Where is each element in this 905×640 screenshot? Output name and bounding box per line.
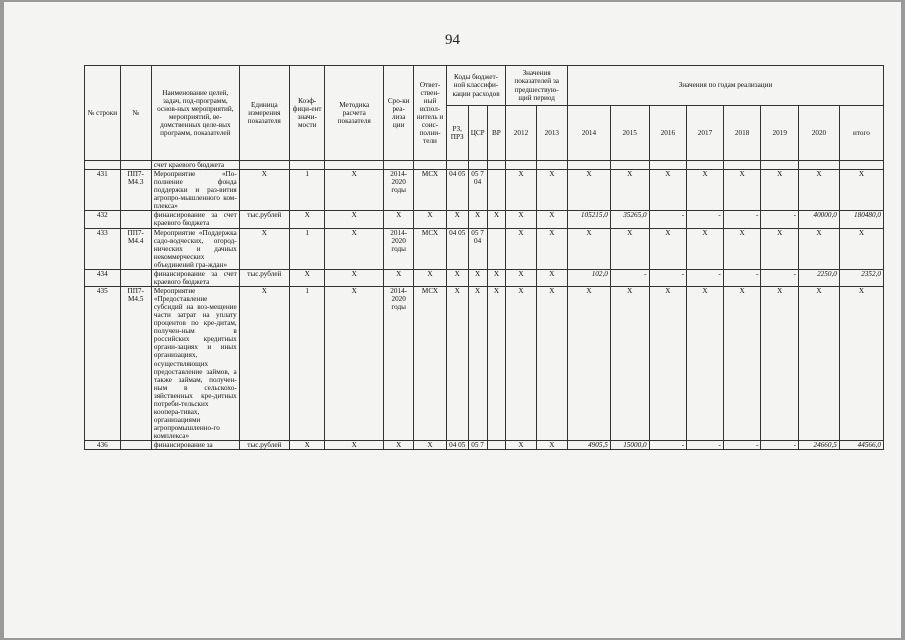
row-terms: 2014-2020 годы: [384, 170, 414, 211]
row-code-vr: [487, 441, 506, 450]
row-code-vr: [487, 161, 506, 170]
row-method: Х: [325, 286, 384, 440]
row-coefficient: 1: [289, 170, 325, 211]
header-unit: Единица измерения показателя: [239, 66, 289, 161]
header-terms: Сро-ки реа-лиза ции: [384, 66, 414, 161]
row-number: 436: [85, 441, 121, 450]
header-year-2020: 2020: [799, 106, 840, 161]
header-year-2013: 2013: [536, 106, 567, 161]
row-terms: 2014-2020 годы: [384, 286, 414, 440]
row-code-rz: Х: [446, 211, 468, 228]
row-value-2013: Х: [536, 170, 567, 211]
row-value-2017: -: [687, 211, 724, 228]
row-terms: [384, 161, 414, 170]
row-number: 433: [85, 228, 121, 269]
row-executor: [414, 161, 446, 170]
page-number: 94: [445, 32, 460, 48]
row-value-2014: 4905,5: [568, 441, 611, 450]
row-name: финансирование за счет краевого бюджета: [151, 211, 239, 228]
header-budget-codes: Коды бюджет-ной классифи-кации расходов: [446, 66, 506, 106]
row-value-total: [839, 161, 883, 170]
row-value-total: Х: [839, 286, 883, 440]
row-executor: МСХ: [414, 170, 446, 211]
header-year-2017: 2017: [687, 106, 724, 161]
row-value-2012: Х: [506, 170, 536, 211]
row-value-total: 2352,0: [839, 269, 883, 286]
row-value-2017: Х: [687, 228, 724, 269]
header-code-rz: РЗ, ПРЗ: [446, 106, 468, 161]
table-body: [85, 161, 884, 450]
row-value-2019: -: [761, 211, 799, 228]
row-unit: тыс.рублей: [239, 211, 289, 228]
row-name: финансирование за счет краевого бюджета: [151, 269, 239, 286]
row-value-2020: 40000,0: [799, 211, 840, 228]
row-code-csr: 05 7 04: [468, 228, 487, 269]
row-value-2015: 35265,0: [610, 211, 649, 228]
row-value-2018: Х: [723, 228, 761, 269]
row-code-csr: 05 7 04: [468, 170, 487, 211]
row-value-2015: -: [610, 269, 649, 286]
row-method: Х: [325, 441, 384, 450]
header-code-csr: ЦСР: [468, 106, 487, 161]
header-number: №: [120, 66, 151, 161]
row-value-2016: -: [649, 269, 687, 286]
row-value-2012: Х: [506, 269, 536, 286]
row-value-2016: -: [649, 441, 687, 450]
row-value-2014: Х: [568, 228, 611, 269]
row-value-2013: Х: [536, 211, 567, 228]
row-value-2012: Х: [506, 211, 536, 228]
row-code-rz: 04 05: [446, 441, 468, 450]
row-coefficient: 1: [289, 228, 325, 269]
row-value-2013: Х: [536, 286, 567, 440]
row-code: [120, 211, 151, 228]
row-code: ПП7-М4.5: [120, 286, 151, 440]
row-method: Х: [325, 170, 384, 211]
row-code: [120, 441, 151, 450]
row-number: 431: [85, 170, 121, 211]
row-value-2018: -: [723, 211, 761, 228]
row-value-2016: Х: [649, 170, 687, 211]
row-value-2015: Х: [610, 170, 649, 211]
row-value-total: Х: [839, 170, 883, 211]
row-coefficient: Х: [289, 269, 325, 286]
row-code-rz: [446, 161, 468, 170]
row-value-2020: 24660,5: [799, 441, 840, 450]
row-value-2014: 102,0: [568, 269, 611, 286]
row-unit: тыс.рублей: [239, 441, 289, 450]
row-value-2012: Х: [506, 441, 536, 450]
row-method: Х: [325, 211, 384, 228]
row-value-2019: Х: [761, 228, 799, 269]
header-method: Методика расчета показателя: [325, 66, 384, 161]
row-value-2020: [799, 161, 840, 170]
row-code-csr: Х: [468, 211, 487, 228]
row-value-2013: [536, 161, 567, 170]
row-value-2016: -: [649, 211, 687, 228]
row-value-2019: Х: [761, 170, 799, 211]
row-value-2012: Х: [506, 228, 536, 269]
row-executor: Х: [414, 269, 446, 286]
row-number: 435: [85, 286, 121, 440]
row-code-csr: [468, 161, 487, 170]
table-header: [85, 66, 884, 161]
table-row: [85, 211, 884, 228]
header-year-2012: 2012: [506, 106, 536, 161]
row-number: 434: [85, 269, 121, 286]
row-method: Х: [325, 228, 384, 269]
row-number: 432: [85, 211, 121, 228]
row-executor: МСХ: [414, 286, 446, 440]
row-value-total: Х: [839, 228, 883, 269]
row-coefficient: Х: [289, 441, 325, 450]
row-value-2015: Х: [610, 228, 649, 269]
row-value-2013: Х: [536, 269, 567, 286]
header-code-vr: ВР: [487, 106, 506, 161]
row-value-total: 180480,0: [839, 211, 883, 228]
table-row: [85, 441, 884, 450]
header-year-2016: 2016: [649, 106, 687, 161]
row-value-2018: Х: [723, 286, 761, 440]
row-executor: Х: [414, 211, 446, 228]
row-value-2017: -: [687, 269, 724, 286]
row-value-2017: [687, 161, 724, 170]
header-year-2015: 2015: [610, 106, 649, 161]
row-value-2013: Х: [536, 228, 567, 269]
row-coefficient: [289, 161, 325, 170]
table-row: [85, 269, 884, 286]
row-code-vr: Х: [487, 286, 506, 440]
row-name: Мероприятие «По-полнение фонда поддержки и раз-вития агропро-мышленного ком-плекса»: [151, 170, 239, 211]
header-row-number: № строки: [85, 66, 121, 161]
header-previous-period: Значения показателей за предшествую-щий период: [506, 66, 568, 106]
row-name: финансирование за: [151, 441, 239, 450]
header-coefficient: Коэф-фици-ент значи-мости: [289, 66, 325, 161]
table-row: [85, 228, 884, 269]
row-unit: Х: [239, 286, 289, 440]
row-code-rz: 04 05: [446, 228, 468, 269]
row-code-vr: [487, 228, 506, 269]
row-value-2014: 105215,0: [568, 211, 611, 228]
row-code-rz: Х: [446, 269, 468, 286]
row-unit: [239, 161, 289, 170]
row-value-2020: Х: [799, 228, 840, 269]
row-value-2017: Х: [687, 286, 724, 440]
row-executor: МСХ: [414, 228, 446, 269]
row-code-vr: Х: [487, 269, 506, 286]
row-name: счет краевого бюджета: [151, 161, 239, 170]
row-coefficient: 1: [289, 286, 325, 440]
row-value-2018: -: [723, 269, 761, 286]
row-value-2012: [506, 161, 536, 170]
row-code-vr: [487, 170, 506, 211]
row-value-2013: Х: [536, 441, 567, 450]
row-value-2015: Х: [610, 286, 649, 440]
row-code: [120, 161, 151, 170]
header-name: Наименование целей, задач, под-программ, основ-ных мероприятий, мероприятий, ве-домственных целе-вых программ, показателей: [151, 66, 239, 161]
row-code: ПП7-М4.3: [120, 170, 151, 211]
header-executor: Ответ-ствен-ный испол-нитель и соис-полни-тели: [414, 66, 446, 161]
row-code: [120, 269, 151, 286]
row-value-2016: Х: [649, 228, 687, 269]
header-year-2019: 2019: [761, 106, 799, 161]
header-total: итого: [839, 106, 883, 161]
row-value-2015: [610, 161, 649, 170]
header-years-title: Значения по годам реализации: [568, 66, 884, 106]
row-value-2019: -: [761, 441, 799, 450]
row-code-csr: Х: [468, 286, 487, 440]
row-value-2020: Х: [799, 286, 840, 440]
row-coefficient: Х: [289, 211, 325, 228]
row-value-2014: Х: [568, 170, 611, 211]
row-value-2012: Х: [506, 286, 536, 440]
row-value-2018: -: [723, 441, 761, 450]
row-value-2015: 15000,0: [610, 441, 649, 450]
row-value-2019: -: [761, 269, 799, 286]
row-value-total: 44566,0: [839, 441, 883, 450]
row-name: Мероприятие «Поддержка садо-водческих, огород-нических и дачных некоммерческих объединений гра-ждан»: [151, 228, 239, 269]
row-unit: тыс.рублей: [239, 269, 289, 286]
row-unit: Х: [239, 170, 289, 211]
row-code-rz: Х: [446, 286, 468, 440]
row-code: ПП7-М4.4: [120, 228, 151, 269]
row-terms: 2014-2020 годы: [384, 228, 414, 269]
document-page: [4, 2, 901, 638]
row-value-2017: -: [687, 441, 724, 450]
row-value-2014: [568, 161, 611, 170]
row-code-csr: Х: [468, 269, 487, 286]
row-executor: Х: [414, 441, 446, 450]
row-value-2020: Х: [799, 170, 840, 211]
row-value-2019: [761, 161, 799, 170]
table-row: [85, 170, 884, 211]
row-value-2018: Х: [723, 170, 761, 211]
row-value-2016: Х: [649, 286, 687, 440]
header-year-2018: 2018: [723, 106, 761, 161]
row-value-2014: Х: [568, 286, 611, 440]
row-number: [85, 161, 121, 170]
row-code-csr: 05 7: [468, 441, 487, 450]
row-unit: Х: [239, 228, 289, 269]
row-terms: Х: [384, 269, 414, 286]
row-value-2020: 2250,0: [799, 269, 840, 286]
row-terms: Х: [384, 441, 414, 450]
row-method: Х: [325, 269, 384, 286]
table-row: [85, 286, 884, 440]
table-row: [85, 161, 884, 170]
header-year-2014: 2014: [568, 106, 611, 161]
row-method: [325, 161, 384, 170]
row-value-2018: [723, 161, 761, 170]
row-name: Мероприятие «Предоставление субсидий на воз-мещение части затрат на уплату процентов по кре-дитам, получен-ным в российских кредитных органи-зациях и иных организациях, осуществляющих предоставление займов, а также займам, получен-ным в сельскохо-зяйственных кре-дитных потреби-тельских коопера-тивах, организациями агропромышленно-го комплекса»: [151, 286, 239, 440]
row-code-vr: Х: [487, 211, 506, 228]
row-terms: Х: [384, 211, 414, 228]
row-value-2017: Х: [687, 170, 724, 211]
row-value-2016: [649, 161, 687, 170]
row-value-2019: Х: [761, 286, 799, 440]
row-code-rz: 04 05: [446, 170, 468, 211]
program-table: [84, 65, 884, 450]
